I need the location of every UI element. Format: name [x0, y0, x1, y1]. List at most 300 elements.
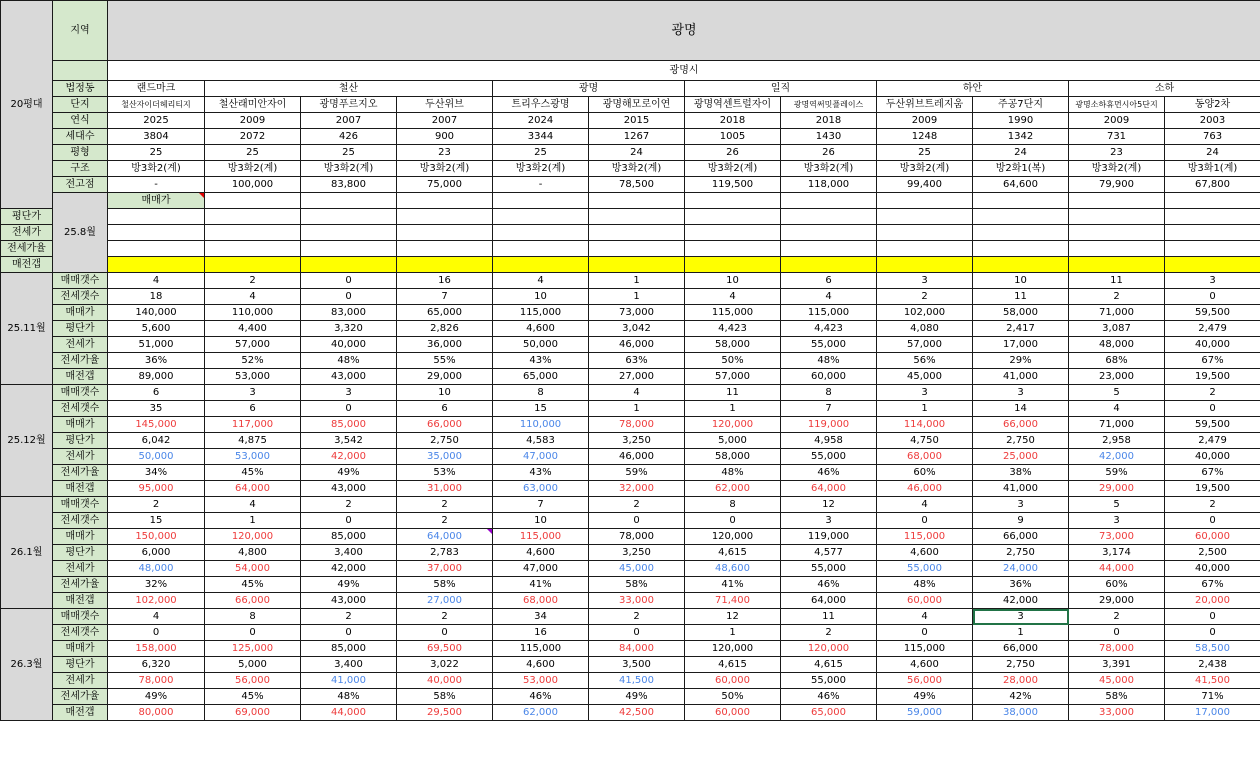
- value-cell-unit[interactable]: 3,391: [1069, 657, 1165, 673]
- prev-high-cell[interactable]: 75,000: [397, 177, 493, 193]
- prev-high-label-cell[interactable]: [53, 177, 108, 193]
- row-label-gap[interactable]: 매전갭: [53, 705, 108, 721]
- value-cell-gap[interactable]: 60,000: [781, 369, 877, 385]
- complex-name-cell[interactable]: 광명역센트럴자이: [685, 97, 781, 113]
- value-cell-jeonse_cnt[interactable]: 0: [301, 513, 397, 529]
- value-cell-unit[interactable]: [301, 209, 397, 225]
- complex-name-cell[interactable]: 광명소하휴먼시아5단지: [1069, 97, 1165, 113]
- value-cell-unit[interactable]: 4,423: [781, 321, 877, 337]
- value-cell-jeonse_cnt[interactable]: 4: [1069, 401, 1165, 417]
- value-cell-sale_cnt[interactable]: 11: [685, 385, 781, 401]
- value-cell-gap[interactable]: 102,000: [108, 593, 205, 609]
- value-cell-ratio[interactable]: 71%: [1165, 689, 1260, 705]
- row-label-sale_cnt[interactable]: 매매갯수: [53, 273, 108, 289]
- value-cell-jeonse_cnt[interactable]: 0: [877, 625, 973, 641]
- value-cell-jeonse[interactable]: 48,000: [108, 561, 205, 577]
- value-cell-unit[interactable]: 4,800: [205, 545, 301, 561]
- value-cell-gap[interactable]: 80,000: [108, 705, 205, 721]
- value-cell-sale[interactable]: 69,500: [397, 641, 493, 657]
- value-cell-jeonse_cnt[interactable]: 0: [877, 513, 973, 529]
- value-cell-jeonse[interactable]: [1069, 225, 1165, 241]
- value-cell-sale_cnt[interactable]: 2: [1069, 609, 1165, 625]
- value-cell-gap[interactable]: [685, 257, 781, 273]
- value-cell-gap[interactable]: 29,000: [1069, 481, 1165, 497]
- value-cell-ratio[interactable]: 50%: [685, 353, 781, 369]
- pyeong-cell[interactable]: 23: [1069, 145, 1165, 161]
- value-cell-sale[interactable]: 66,000: [973, 641, 1069, 657]
- row-label-unit[interactable]: 평단가: [1, 209, 53, 225]
- value-cell-jeonse_cnt[interactable]: 1: [589, 401, 685, 417]
- value-cell-jeonse[interactable]: 48,600: [685, 561, 781, 577]
- value-cell-jeonse_cnt[interactable]: 0: [589, 625, 685, 641]
- value-cell-jeonse[interactable]: 42,000: [1069, 449, 1165, 465]
- value-cell-unit[interactable]: [877, 209, 973, 225]
- value-cell-sale[interactable]: 115,000: [493, 641, 589, 657]
- value-cell-gap[interactable]: 63,000: [493, 481, 589, 497]
- pyeong-cell[interactable]: 25: [877, 145, 973, 161]
- value-cell-jeonse_cnt[interactable]: 15: [108, 513, 205, 529]
- value-cell-jeonse[interactable]: 40,000: [1165, 561, 1260, 577]
- value-cell-sale[interactable]: [877, 193, 973, 209]
- value-cell-sale_cnt[interactable]: 2: [397, 497, 493, 513]
- value-cell-ratio[interactable]: 48%: [781, 353, 877, 369]
- value-cell-sale[interactable]: 66,000: [973, 529, 1069, 545]
- value-cell-ratio[interactable]: [877, 241, 973, 257]
- structure-cell[interactable]: 방3화2(계): [397, 161, 493, 177]
- year-cell[interactable]: 2018: [685, 113, 781, 129]
- value-cell-sale_cnt[interactable]: 3: [877, 273, 973, 289]
- value-cell-sale_cnt[interactable]: 4: [108, 273, 205, 289]
- value-cell-ratio[interactable]: 42%: [973, 689, 1069, 705]
- value-cell-jeonse_cnt[interactable]: 18: [108, 289, 205, 305]
- value-cell-gap[interactable]: 69,000: [205, 705, 301, 721]
- value-cell-ratio[interactable]: 49%: [877, 689, 973, 705]
- value-cell-ratio[interactable]: 38%: [973, 465, 1069, 481]
- value-cell-sale_cnt[interactable]: 3: [973, 609, 1069, 625]
- value-cell-unit[interactable]: 4,615: [781, 657, 877, 673]
- value-cell-jeonse[interactable]: 37,000: [397, 561, 493, 577]
- value-cell-unit[interactable]: 3,542: [301, 433, 397, 449]
- value-cell-unit[interactable]: 4,423: [685, 321, 781, 337]
- value-cell-gap[interactable]: 33,000: [589, 593, 685, 609]
- value-cell-gap[interactable]: 17,000: [1165, 705, 1260, 721]
- value-cell-ratio[interactable]: 46%: [781, 689, 877, 705]
- value-cell-sale[interactable]: 73,000: [1069, 529, 1165, 545]
- value-cell-gap[interactable]: 19,500: [1165, 481, 1260, 497]
- value-cell-gap[interactable]: 45,000: [877, 369, 973, 385]
- value-cell-jeonse_cnt[interactable]: 1: [205, 513, 301, 529]
- value-cell-sale_cnt[interactable]: 0: [1165, 609, 1260, 625]
- row-label-unit[interactable]: 평단가: [53, 657, 108, 673]
- dong-cell[interactable]: 랜드마크: [108, 81, 205, 97]
- value-cell-sale[interactable]: 110,000: [493, 417, 589, 433]
- value-cell-jeonse[interactable]: 55,000: [781, 673, 877, 689]
- value-cell-unit[interactable]: 4,600: [493, 321, 589, 337]
- value-cell-sale[interactable]: 110,000: [205, 305, 301, 321]
- value-cell-gap[interactable]: 68,000: [493, 593, 589, 609]
- value-cell-sale[interactable]: 85,000: [301, 417, 397, 433]
- value-cell-sale_cnt[interactable]: 0: [301, 273, 397, 289]
- value-cell-sale_cnt[interactable]: 2: [589, 609, 685, 625]
- row-label-jeonse[interactable]: 전세가: [53, 673, 108, 689]
- pyeong-cell[interactable]: 26: [781, 145, 877, 161]
- value-cell-unit[interactable]: 4,400: [205, 321, 301, 337]
- value-cell-ratio[interactable]: 48%: [685, 465, 781, 481]
- value-cell-sale_cnt[interactable]: 10: [397, 385, 493, 401]
- value-cell-sale[interactable]: 120,000: [685, 641, 781, 657]
- value-cell-sale[interactable]: 59,500: [1165, 305, 1260, 321]
- pyeong-cell[interactable]: 24: [1165, 145, 1260, 161]
- value-cell-sale[interactable]: 83,000: [301, 305, 397, 321]
- value-cell-sale[interactable]: [1165, 193, 1260, 209]
- structure-cell[interactable]: 방3화2(계): [205, 161, 301, 177]
- value-cell-unit[interactable]: 4,958: [781, 433, 877, 449]
- value-cell-sale_cnt[interactable]: 2: [589, 497, 685, 513]
- period-label[interactable]: 26.1월: [1, 497, 53, 609]
- value-cell-gap[interactable]: [108, 257, 205, 273]
- value-cell-jeonse_cnt[interactable]: 2: [781, 625, 877, 641]
- value-cell-gap[interactable]: 60,000: [877, 593, 973, 609]
- value-cell-gap[interactable]: [301, 257, 397, 273]
- prev-high-cell[interactable]: 78,500: [589, 177, 685, 193]
- value-cell-jeonse_cnt[interactable]: 3: [1069, 513, 1165, 529]
- value-cell-unit[interactable]: 2,750: [973, 657, 1069, 673]
- value-cell-unit[interactable]: [397, 209, 493, 225]
- value-cell-gap[interactable]: 23,000: [1069, 369, 1165, 385]
- row-label-sale[interactable]: 매매가: [53, 417, 108, 433]
- complex-name-cell[interactable]: 주공7단지: [973, 97, 1069, 113]
- value-cell-sale[interactable]: 114,000: [877, 417, 973, 433]
- value-cell-unit[interactable]: 2,479: [1165, 433, 1260, 449]
- value-cell-gap[interactable]: [877, 257, 973, 273]
- value-cell-sale_cnt[interactable]: 4: [205, 497, 301, 513]
- value-cell-sale_cnt[interactable]: 6: [781, 273, 877, 289]
- value-cell-gap[interactable]: 60,000: [685, 705, 781, 721]
- period-label[interactable]: 25.11월: [1, 273, 53, 385]
- pyeong-cell[interactable]: 25: [301, 145, 397, 161]
- value-cell-sale[interactable]: 85,000: [301, 641, 397, 657]
- value-cell-jeonse_cnt[interactable]: 4: [685, 289, 781, 305]
- value-cell-sale[interactable]: 65,000: [397, 305, 493, 321]
- value-cell-jeonse[interactable]: [973, 225, 1069, 241]
- row-label-jeonse_cnt[interactable]: 전세갯수: [53, 513, 108, 529]
- value-cell-sale[interactable]: 125,000: [205, 641, 301, 657]
- value-cell-sale[interactable]: 140,000: [108, 305, 205, 321]
- value-cell-sale[interactable]: 102,000: [877, 305, 973, 321]
- value-cell-ratio[interactable]: 59%: [589, 465, 685, 481]
- value-cell-sale_cnt[interactable]: 8: [493, 385, 589, 401]
- value-cell-jeonse_cnt[interactable]: 6: [205, 401, 301, 417]
- complex-name-cell[interactable]: 광명푸르지오: [301, 97, 397, 113]
- value-cell-jeonse_cnt[interactable]: 0: [301, 289, 397, 305]
- value-cell-sale[interactable]: 115,000: [493, 529, 589, 545]
- value-cell-ratio[interactable]: 67%: [1165, 577, 1260, 593]
- value-cell-unit[interactable]: [973, 209, 1069, 225]
- value-cell-sale[interactable]: 119,000: [781, 417, 877, 433]
- value-cell-unit[interactable]: 2,750: [397, 433, 493, 449]
- structure-cell[interactable]: 방3화2(계): [1069, 161, 1165, 177]
- households-cell[interactable]: 2072: [205, 129, 301, 145]
- households-cell[interactable]: 1248: [877, 129, 973, 145]
- value-cell-jeonse_cnt[interactable]: 35: [108, 401, 205, 417]
- complex-name-cell[interactable]: 광명해모로이연: [589, 97, 685, 113]
- row-label-ratio[interactable]: 전세가율: [53, 353, 108, 369]
- value-cell-jeonse[interactable]: 55,000: [781, 449, 877, 465]
- value-cell-jeonse[interactable]: 42,000: [301, 449, 397, 465]
- households-cell[interactable]: 1267: [589, 129, 685, 145]
- value-cell-jeonse[interactable]: 55,000: [781, 561, 877, 577]
- value-cell-gap[interactable]: 42,500: [589, 705, 685, 721]
- value-cell-unit[interactable]: 3,250: [589, 545, 685, 561]
- year-cell[interactable]: 1990: [973, 113, 1069, 129]
- row-label-sale_cnt[interactable]: 매매갯수: [53, 497, 108, 513]
- value-cell-ratio[interactable]: 45%: [205, 577, 301, 593]
- value-cell-jeonse_cnt[interactable]: 0: [685, 513, 781, 529]
- value-cell-jeonse[interactable]: 40,000: [397, 673, 493, 689]
- value-cell-gap[interactable]: 19,500: [1165, 369, 1260, 385]
- value-cell-unit[interactable]: 4,875: [205, 433, 301, 449]
- value-cell-jeonse_cnt[interactable]: 3: [781, 513, 877, 529]
- prev-high-cell[interactable]: -: [493, 177, 589, 193]
- value-cell-gap[interactable]: [205, 257, 301, 273]
- value-cell-jeonse_cnt[interactable]: 0: [1069, 625, 1165, 641]
- value-cell-jeonse[interactable]: 42,000: [301, 561, 397, 577]
- value-cell-jeonse[interactable]: 40,000: [1165, 449, 1260, 465]
- value-cell-jeonse_cnt[interactable]: 7: [781, 401, 877, 417]
- value-cell-jeonse_cnt[interactable]: 1: [973, 625, 1069, 641]
- value-cell-ratio[interactable]: 52%: [205, 353, 301, 369]
- year-label-cell[interactable]: [53, 113, 108, 129]
- value-cell-gap[interactable]: 65,000: [781, 705, 877, 721]
- row-label-gap[interactable]: 매전갭: [53, 481, 108, 497]
- value-cell-jeonse[interactable]: 47,000: [493, 449, 589, 465]
- value-cell-jeonse_cnt[interactable]: 6: [397, 401, 493, 417]
- value-cell-sale_cnt[interactable]: 12: [685, 609, 781, 625]
- value-cell-sale[interactable]: 158,000: [108, 641, 205, 657]
- period-label[interactable]: 25.8월: [53, 193, 108, 273]
- value-cell-sale_cnt[interactable]: 3: [877, 385, 973, 401]
- value-cell-unit[interactable]: 3,320: [301, 321, 397, 337]
- value-cell-sale_cnt[interactable]: 4: [877, 609, 973, 625]
- value-cell-jeonse[interactable]: 57,000: [205, 337, 301, 353]
- row-label-jeonse[interactable]: 전세가: [53, 449, 108, 465]
- value-cell-jeonse_cnt[interactable]: 0: [205, 625, 301, 641]
- value-cell-gap[interactable]: 33,000: [1069, 705, 1165, 721]
- value-cell-sale_cnt[interactable]: 7: [493, 497, 589, 513]
- city-cell[interactable]: [108, 61, 1260, 81]
- value-cell-sale[interactable]: [301, 193, 397, 209]
- value-cell-unit[interactable]: 2,826: [397, 321, 493, 337]
- value-cell-sale[interactable]: 58,000: [973, 305, 1069, 321]
- value-cell-unit[interactable]: [781, 209, 877, 225]
- value-cell-ratio[interactable]: 68%: [1069, 353, 1165, 369]
- row-label-jeonse[interactable]: 전세가: [53, 561, 108, 577]
- value-cell-jeonse_cnt[interactable]: 15: [493, 401, 589, 417]
- value-cell-gap[interactable]: [973, 257, 1069, 273]
- row-label-gap[interactable]: 매전갭: [53, 593, 108, 609]
- value-cell-jeonse[interactable]: 57,000: [877, 337, 973, 353]
- value-cell-unit[interactable]: 4,577: [781, 545, 877, 561]
- year-cell[interactable]: 2024: [493, 113, 589, 129]
- value-cell-jeonse[interactable]: 17,000: [973, 337, 1069, 353]
- value-cell-ratio[interactable]: 49%: [301, 577, 397, 593]
- value-cell-gap[interactable]: [397, 257, 493, 273]
- value-cell-jeonse[interactable]: 50,000: [108, 449, 205, 465]
- value-cell-ratio[interactable]: 63%: [589, 353, 685, 369]
- dong-cell[interactable]: 하안: [877, 81, 1069, 97]
- value-cell-jeonse[interactable]: 56,000: [877, 673, 973, 689]
- value-cell-jeonse[interactable]: 35,000: [397, 449, 493, 465]
- value-cell-jeonse[interactable]: 45,000: [1069, 673, 1165, 689]
- pyeong-cell[interactable]: 25: [108, 145, 205, 161]
- value-cell-sale[interactable]: 78,000: [589, 529, 685, 545]
- complex-name-cell[interactable]: 철산자이더헤리티지: [108, 97, 205, 113]
- pyeong-label-cell[interactable]: [53, 145, 108, 161]
- year-cell[interactable]: 2009: [877, 113, 973, 129]
- value-cell-sale_cnt[interactable]: 3: [205, 385, 301, 401]
- value-cell-gap[interactable]: 62,000: [493, 705, 589, 721]
- value-cell-gap[interactable]: 29,000: [1069, 593, 1165, 609]
- value-cell-unit[interactable]: 3,400: [301, 545, 397, 561]
- households-cell[interactable]: 3344: [493, 129, 589, 145]
- value-cell-ratio[interactable]: 45%: [205, 465, 301, 481]
- value-cell-ratio[interactable]: 67%: [1165, 465, 1260, 481]
- year-cell[interactable]: 2009: [1069, 113, 1165, 129]
- value-cell-jeonse[interactable]: 36,000: [397, 337, 493, 353]
- row-label-sale[interactable]: 매매가: [53, 529, 108, 545]
- value-cell-sale[interactable]: [397, 193, 493, 209]
- value-cell-sale[interactable]: [205, 193, 301, 209]
- pyeong-cell[interactable]: 23: [397, 145, 493, 161]
- value-cell-gap[interactable]: 27,000: [397, 593, 493, 609]
- value-cell-gap[interactable]: [493, 257, 589, 273]
- prev-high-cell[interactable]: 118,000: [781, 177, 877, 193]
- value-cell-gap[interactable]: 64,000: [781, 481, 877, 497]
- value-cell-ratio[interactable]: [301, 241, 397, 257]
- structure-label-cell[interactable]: [53, 161, 108, 177]
- year-cell[interactable]: 2025: [108, 113, 205, 129]
- value-cell-sale_cnt[interactable]: 8: [205, 609, 301, 625]
- value-cell-gap[interactable]: 41,000: [973, 369, 1069, 385]
- value-cell-sale[interactable]: 78,000: [1069, 641, 1165, 657]
- value-cell-ratio[interactable]: 50%: [685, 689, 781, 705]
- value-cell-unit[interactable]: 2,500: [1165, 545, 1260, 561]
- value-cell-ratio[interactable]: 46%: [781, 465, 877, 481]
- value-cell-gap[interactable]: 43,000: [301, 481, 397, 497]
- value-cell-unit[interactable]: [493, 209, 589, 225]
- row-label-sale_cnt[interactable]: 매매갯수: [53, 609, 108, 625]
- value-cell-gap[interactable]: 59,000: [877, 705, 973, 721]
- value-cell-ratio[interactable]: 43%: [493, 465, 589, 481]
- value-cell-ratio[interactable]: [397, 241, 493, 257]
- value-cell-unit[interactable]: 4,750: [877, 433, 973, 449]
- value-cell-sale_cnt[interactable]: 4: [108, 609, 205, 625]
- value-cell-ratio[interactable]: 58%: [397, 689, 493, 705]
- value-cell-ratio[interactable]: 58%: [1069, 689, 1165, 705]
- value-cell-jeonse_cnt[interactable]: 0: [397, 625, 493, 641]
- value-cell-jeonse_cnt[interactable]: 2: [877, 289, 973, 305]
- value-cell-unit[interactable]: 2,479: [1165, 321, 1260, 337]
- value-cell-ratio[interactable]: 56%: [877, 353, 973, 369]
- value-cell-sale_cnt[interactable]: 2: [301, 609, 397, 625]
- value-cell-sale_cnt[interactable]: 4: [589, 385, 685, 401]
- value-cell-ratio[interactable]: [973, 241, 1069, 257]
- row-label-jeonse[interactable]: 전세가: [1, 225, 53, 241]
- value-cell-sale[interactable]: 73,000: [589, 305, 685, 321]
- value-cell-unit[interactable]: [1165, 209, 1260, 225]
- value-cell-unit[interactable]: 2,958: [1069, 433, 1165, 449]
- value-cell-sale[interactable]: 117,000: [205, 417, 301, 433]
- value-cell-unit[interactable]: 2,438: [1165, 657, 1260, 673]
- value-cell-gap[interactable]: 89,000: [108, 369, 205, 385]
- households-cell[interactable]: 900: [397, 129, 493, 145]
- value-cell-ratio[interactable]: [685, 241, 781, 257]
- value-cell-unit[interactable]: 5,600: [108, 321, 205, 337]
- value-cell-sale_cnt[interactable]: 10: [685, 273, 781, 289]
- value-cell-jeonse[interactable]: 50,000: [493, 337, 589, 353]
- value-cell-unit[interactable]: 3,500: [589, 657, 685, 673]
- value-cell-unit[interactable]: 3,087: [1069, 321, 1165, 337]
- pyeong-cell[interactable]: 26: [685, 145, 781, 161]
- value-cell-sale[interactable]: 115,000: [685, 305, 781, 321]
- value-cell-jeonse[interactable]: 58,000: [685, 337, 781, 353]
- value-cell-unit[interactable]: [589, 209, 685, 225]
- value-cell-sale[interactable]: 115,000: [877, 641, 973, 657]
- value-cell-jeonse[interactable]: [685, 225, 781, 241]
- value-cell-sale[interactable]: [973, 193, 1069, 209]
- value-cell-sale_cnt[interactable]: 12: [781, 497, 877, 513]
- complex-name-cell[interactable]: 철산래미안자이: [205, 97, 301, 113]
- value-cell-ratio[interactable]: [1165, 241, 1260, 257]
- value-cell-sale_cnt[interactable]: 2: [1165, 497, 1260, 513]
- value-cell-sale_cnt[interactable]: 3: [973, 497, 1069, 513]
- size-label-cell[interactable]: [1, 1, 53, 209]
- value-cell-ratio[interactable]: 29%: [973, 353, 1069, 369]
- value-cell-jeonse[interactable]: 55,000: [877, 561, 973, 577]
- value-cell-gap[interactable]: 27,000: [589, 369, 685, 385]
- value-cell-ratio[interactable]: 58%: [589, 577, 685, 593]
- prev-high-cell[interactable]: 67,800: [1165, 177, 1260, 193]
- value-cell-jeonse[interactable]: 41,000: [301, 673, 397, 689]
- value-cell-jeonse[interactable]: [781, 225, 877, 241]
- value-cell-jeonse[interactable]: 78,000: [108, 673, 205, 689]
- year-cell[interactable]: 2018: [781, 113, 877, 129]
- value-cell-ratio[interactable]: [1069, 241, 1165, 257]
- value-cell-sale[interactable]: [493, 193, 589, 209]
- value-cell-jeonse[interactable]: 53,000: [205, 449, 301, 465]
- value-cell-ratio[interactable]: 59%: [1069, 465, 1165, 481]
- value-cell-sale[interactable]: 150,000: [108, 529, 205, 545]
- value-cell-sale[interactable]: 59,500: [1165, 417, 1260, 433]
- structure-cell[interactable]: 방3화1(계): [1165, 161, 1260, 177]
- value-cell-jeonse_cnt[interactable]: 10: [493, 513, 589, 529]
- value-cell-sale[interactable]: 115,000: [877, 529, 973, 545]
- value-cell-ratio[interactable]: 60%: [877, 465, 973, 481]
- value-cell-jeonse[interactable]: 54,000: [205, 561, 301, 577]
- value-cell-sale[interactable]: 58,500: [1165, 641, 1260, 657]
- value-cell-unit[interactable]: 4,615: [685, 545, 781, 561]
- year-cell[interactable]: 2003: [1165, 113, 1260, 129]
- row-label-unit[interactable]: 평단가: [53, 433, 108, 449]
- year-cell[interactable]: 2009: [205, 113, 301, 129]
- value-cell-ratio[interactable]: 46%: [781, 577, 877, 593]
- value-cell-jeonse[interactable]: 48,000: [1069, 337, 1165, 353]
- value-cell-gap[interactable]: [1069, 257, 1165, 273]
- value-cell-sale_cnt[interactable]: 3: [301, 385, 397, 401]
- value-cell-ratio[interactable]: 46%: [493, 689, 589, 705]
- value-cell-gap[interactable]: 62,000: [685, 481, 781, 497]
- value-cell-jeonse_cnt[interactable]: 0: [108, 625, 205, 641]
